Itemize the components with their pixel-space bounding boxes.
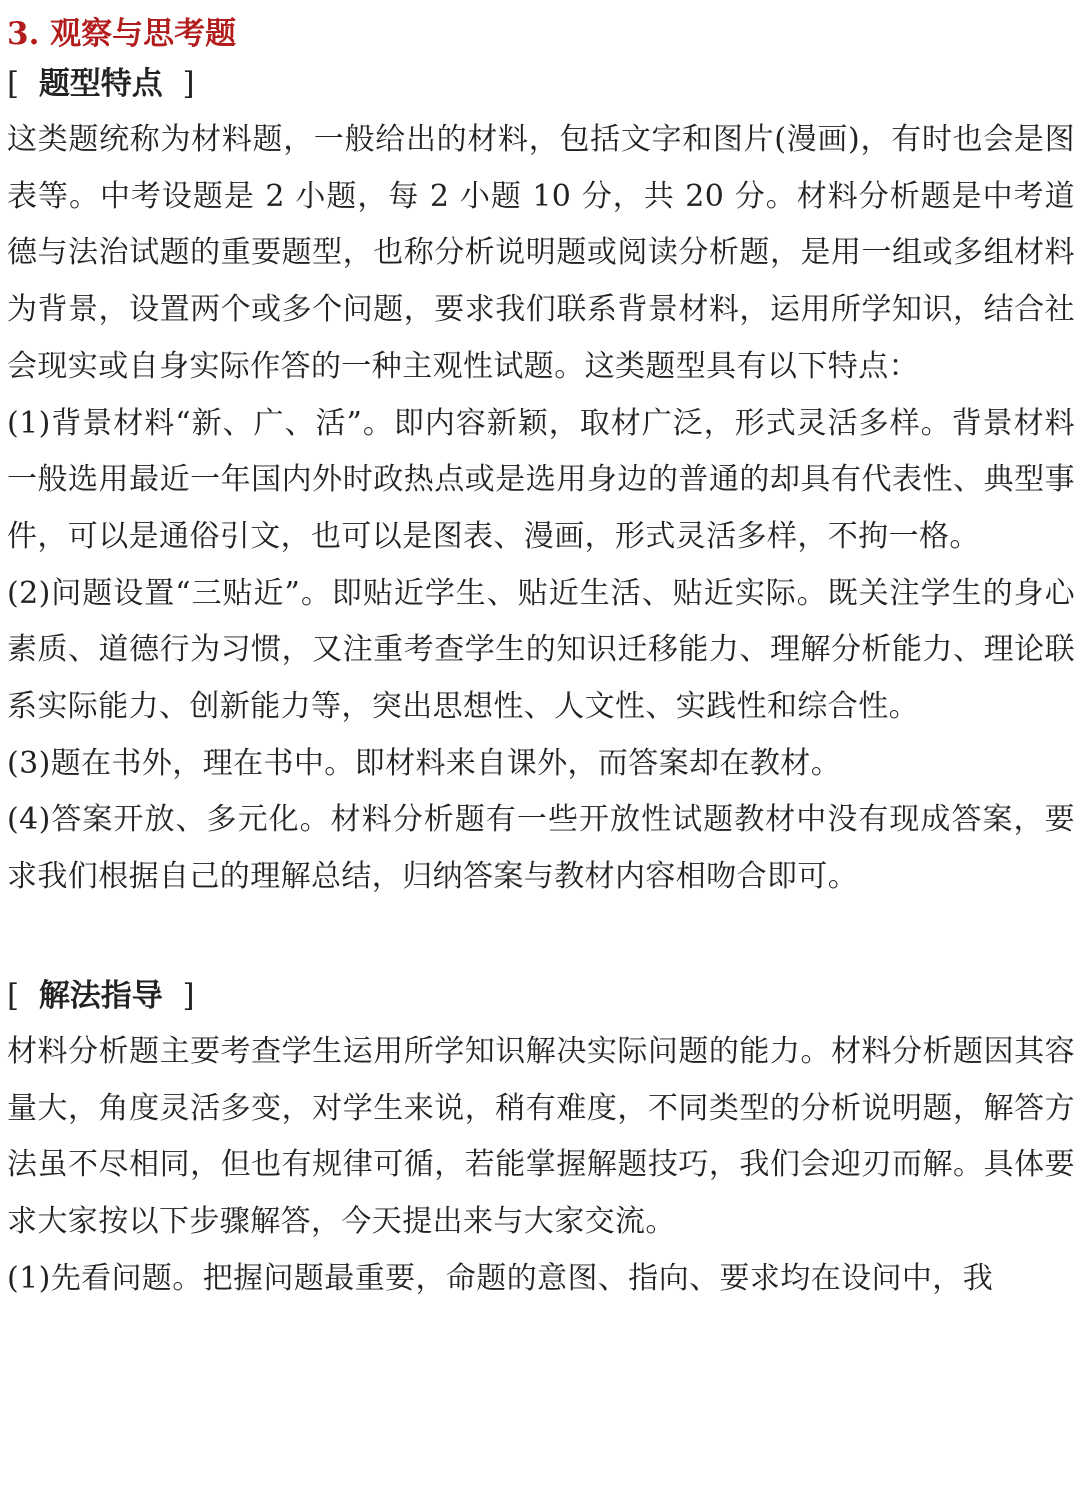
features-item-3: (3)题在书外，理在书中。即材料来自课外，而答案却在教材。 [7, 745, 842, 781]
methods-item-1: (1)先看问题。把握问题最重要，命题的意图、指向、要求均在设问中，我 [7, 1260, 994, 1296]
bracket-open: [ [7, 66, 39, 102]
section-title: 3. 观察与思考题 [7, 16, 237, 52]
bracket-open: [ [7, 977, 39, 1014]
article [7, 0, 1075, 1307]
features-item-4: (4)答案开放、多元化。材料分析题有一些开放性试题教材中没有现成答案，要求我们根据自己的理解总结，归纳答案与教材内容相吻合即可。 [7, 802, 1075, 895]
methods-heading-text: 解法指导 [38, 977, 163, 1014]
methods-heading [7, 968, 1075, 1024]
methods-intro: 材料分析题主要考查学生运用所学知识解决实际问题的能力。材料分析题因其容量大，角度灵活多变，对学生来说，稍有难度，不同类型的分析说明题，解答方法虽不尽相同，但也有规律可循，若能掌握解题技巧，我们会迎刃而解。具体要求大家按以下步骤解答，今天提出来与大家交流。 [7, 1033, 1075, 1239]
section-spacer [7, 906, 1075, 968]
features-item-2: (2)问题设置“三贴近”。即贴近学生、贴近生活、贴近实际。既关注学生的身心素质、道德行为习惯，又注重考查学生的知识迁移能力、理解分析能力、理论联系实际能力、创新能力等，突出思想性、人文性、实践性和综合性。 [7, 575, 1075, 725]
features-item-1: (1)背景材料“新、广、活”。即内容新颖，取材广泛，形式灵活多样。背景材料一般选用最近一年国内外时政热点或是选用身边的普通的却具有代表性、典型事件，可以是通俗引文，也可以是图表、漫画，形式灵活多样，不拘一格。 [7, 405, 1075, 554]
bracket-close: ] [162, 66, 195, 102]
features-heading [7, 56, 1075, 112]
features-intro: 这类题统称为材料题，一般给出的材料，包括文字和图片(漫画)，有时也会是图表等。中考设题是 2 小题，每 2 小题 10 分，共 20 分。材料分析题是中考道德与法治试题的重要题型，也称分析说明题或阅读分析题，是用一组或多组材料为背景，设置两个或多个问题，要求我们联系背景材料，运用所学知识，结合社会现实或自身实际作答的一种主观性试题。这类题型具有以下特点： [7, 122, 1075, 384]
features-heading-text: 题型特点 [38, 66, 163, 102]
bracket-close: ] [162, 977, 195, 1014]
